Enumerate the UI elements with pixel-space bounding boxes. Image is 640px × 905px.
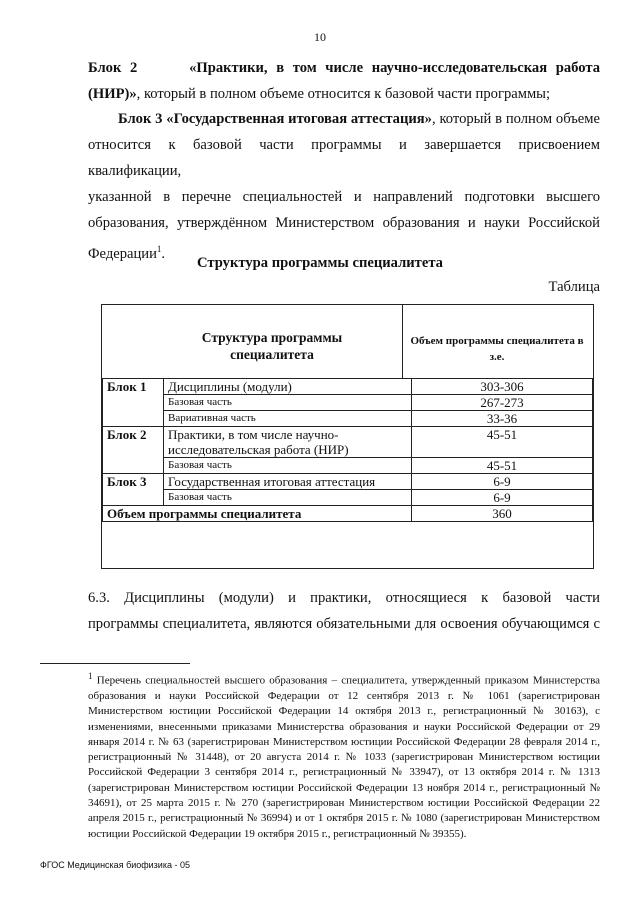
block-cell: Блок 2 [103, 427, 164, 474]
header-divider [402, 305, 403, 378]
name-cell: Базовая часть [164, 490, 412, 506]
name-cell: Вариативная часть [164, 411, 412, 427]
block-2-label: Блок 2 [88, 60, 138, 76]
paragraph-block-3 [88, 106, 600, 267]
paragraph-6-3 [88, 585, 600, 637]
block-2-nir: (НИР)» [88, 86, 137, 102]
name-cell: Дисциплины (модули) [164, 379, 412, 395]
footnote-text: Перечень специальностей высшего образования – специалитета, утвержденный приказом Министерства образования и науки Российской Федерации от 12 сентября 2013 г. № 1061 (зарегистрирован Министерством юстиции Российской Федерации 14 октября 2013 г., регистрационный № 30163), с изменениями, внесенными приказами Министерства образования и науки Российской Федерации от 29 января 2014 г. № 63 (зарегистрирован Министерством юстиции Российской Федерации 28 февраля 2014 г., регистрационный № 31448), от 20 августа 2014 г. № 1033 (зарегистрирован Министерством юстиции Российской Федерации 3 сентября 2014 г., регистрационный № 33947), от 13 октября 2014 г. № 1313 (зарегистрирован Министерством юстиции Российской Федерации 13 ноября 2014 г., регистрационный № 34691), от 25 марта 2015 г. № 270 (зарегистрирован Министерством юстиции Российской Федерации 22 апреля 2015 г., регистрационный № 36994) и от 1 октября 2015 г. № 1080 (зарегистрирован Министерством юстиции Российской Федерации 19 октября 2015 г., регистрационный № 39355). [88, 674, 601, 840]
table-header-volume: Объем программы специалитета в з.е. [410, 335, 584, 363]
para1-line1 [88, 55, 600, 81]
footnote [88, 669, 600, 842]
name-cell: Практики, в том числе научно-исследовательская работа (НИР) [164, 427, 412, 458]
value-cell: 33-36 [412, 411, 593, 427]
table-header-structure: Структура программы специалитета [201, 330, 343, 362]
table-row [103, 458, 593, 474]
table-row [103, 490, 593, 506]
para2-line3: указанной в перечне специальностей и направлений подготовки высшего [88, 189, 600, 205]
table-body [102, 378, 593, 522]
table-row [103, 411, 593, 427]
block-cell: Блок 3 [103, 474, 164, 506]
paragraph-block-2 [88, 55, 600, 107]
footnote-mark: 1 [88, 671, 93, 681]
structure-table [101, 304, 594, 569]
total-value: 360 [412, 506, 593, 522]
total-label: Объем программы специалитета [103, 506, 412, 522]
page-footer: ФГОС Медицинская биофизика - 05 [40, 860, 190, 870]
value-cell: 45-51 [412, 427, 593, 458]
para3-line1: 6.3. Дисциплины (модули) и практики, относящиеся к базовой части [88, 590, 600, 606]
para1-line2: (НИР)», который в полном объеме относится к базовой части программы; [88, 86, 551, 102]
para2-line1: Блок 3 «Государственная итоговая аттестация», который в полном объеме [118, 111, 600, 127]
value-cell: 45-51 [412, 458, 593, 474]
value-cell: 6-9 [412, 490, 593, 506]
name-cell: Базовая часть [164, 458, 412, 474]
table-row [103, 427, 593, 458]
table-total-row [103, 506, 593, 522]
para2-line5: Федерации$^1$. [88, 244, 166, 262]
block-2-title: «Практики, в том числе научно-исследовательская работа [189, 60, 600, 76]
value-cell: 6-9 [412, 474, 593, 490]
footnote-divider [40, 663, 190, 664]
block-3-title: Блок 3 «Государственная итоговая аттестация» [118, 111, 432, 127]
table-row [103, 474, 593, 490]
table-row [103, 379, 593, 395]
para2-line2: относится к базовой части программы и завершается присвоением квалификации, [88, 137, 600, 179]
section-title: Структура программы специалитета [197, 255, 443, 271]
table-row [103, 395, 593, 411]
name-cell: Базовая часть [164, 395, 412, 411]
value-cell: 303-306 [412, 379, 593, 395]
page-number: 10 [314, 30, 326, 44]
value-cell: 267-273 [412, 395, 593, 411]
table-label: Таблица [548, 279, 600, 295]
para3-line2: программы специалитета, являются обязательными для освоения обучающимся с [88, 616, 600, 632]
name-cell: Государственная итоговая аттестация [164, 474, 412, 490]
block-cell: Блок 1 [103, 379, 164, 427]
footnote-ref: 1 [156, 244, 162, 254]
para2-line4: образования, утверждённом Министерством образования и науки Российской [88, 215, 600, 231]
